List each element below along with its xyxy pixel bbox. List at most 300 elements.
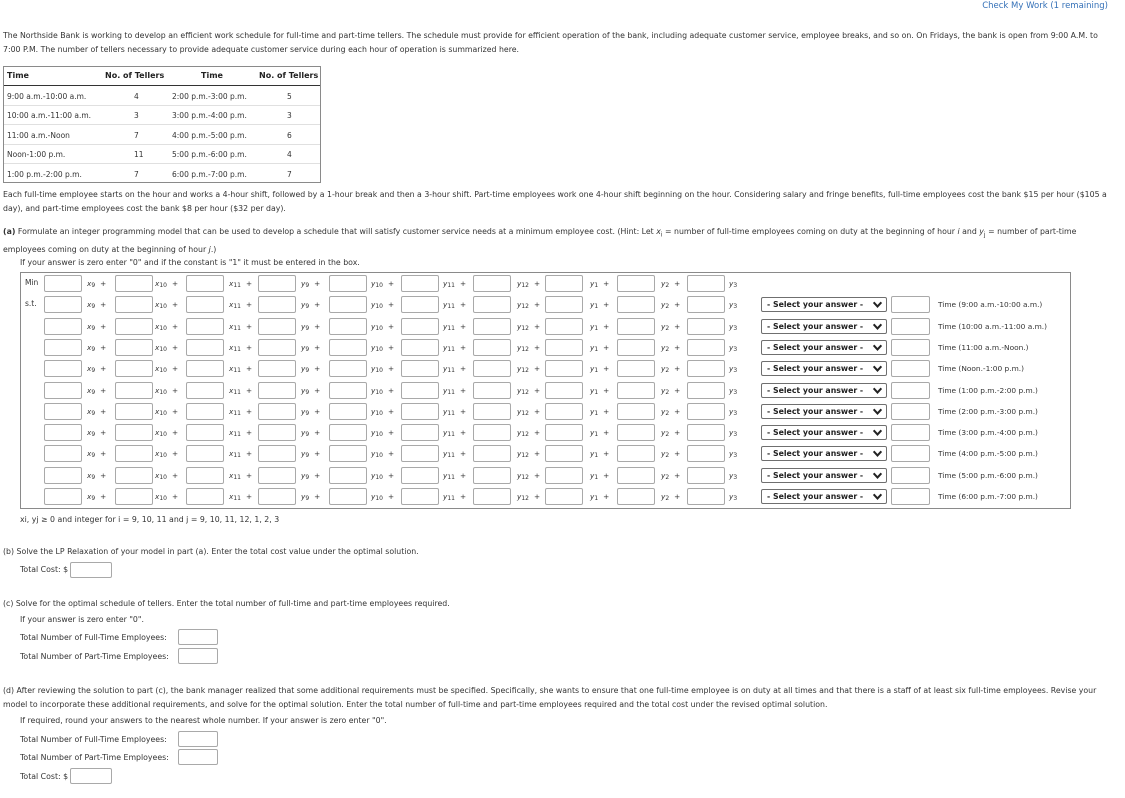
variable-subscript: 2 — [665, 345, 670, 353]
coefficient-input-x11[interactable] — [186, 424, 224, 441]
check-my-work-link[interactable]: Check My Work (1 remaining) — [982, 1, 1108, 11]
coefficient-input-x9[interactable] — [44, 488, 82, 505]
coefficient-input-y10[interactable] — [329, 467, 367, 484]
relation-select-value: - Select your answer - — [767, 300, 864, 310]
variable-base: x — [87, 470, 92, 480]
coefficient-input-y2[interactable] — [617, 488, 655, 505]
coefficient-input-x11[interactable] — [186, 467, 224, 484]
coefficient-input-x10[interactable] — [115, 424, 153, 441]
variable-label-y3 — [729, 279, 737, 289]
variable-base: y — [443, 342, 448, 352]
rhs-input[interactable] — [891, 360, 930, 377]
variable-subscript: 1 — [594, 495, 599, 502]
plus-sign: + — [533, 449, 541, 459]
coefficient-input-y3[interactable] — [687, 424, 725, 441]
variable-subscript: 10 — [159, 324, 167, 332]
relation-select[interactable] — [761, 340, 887, 355]
plus-sign: + — [245, 406, 253, 416]
variable-base: x — [155, 300, 160, 310]
plus-sign: + — [533, 279, 541, 288]
coefficient-input-x9[interactable] — [44, 403, 82, 420]
plus-sign: + — [245, 321, 253, 331]
tellers-row — [4, 106, 320, 125]
coefficient-input-y9[interactable] — [258, 382, 296, 399]
chevron-down-icon — [872, 448, 883, 459]
part-c-text: (c) Solve for the optimal schedule of tellers. Enter the total number of full-time and part-time employees required. — [3, 599, 450, 608]
coefficient-input-y11[interactable] — [401, 275, 439, 292]
variable-base: y — [443, 428, 448, 438]
coefficient-input-y3[interactable] — [687, 488, 725, 505]
variable-base: x — [229, 428, 234, 438]
part-c-part-label: Total Number of Part-Time Employees: — [20, 652, 169, 661]
variable-label-y10 — [371, 343, 394, 353]
variable-base: y — [371, 364, 376, 374]
plus-sign: + — [100, 449, 107, 459]
variable-label-y1 — [590, 279, 609, 289]
variable-label-x11 — [229, 343, 252, 353]
variable-subscript: 11 — [233, 345, 241, 353]
coefficient-input-x9[interactable] — [44, 424, 82, 441]
variable-label-y10 — [371, 386, 394, 396]
rhs-input[interactable] — [891, 403, 930, 420]
coefficient-input-x11[interactable] — [186, 296, 224, 313]
coefficient-input-y2[interactable] — [617, 382, 655, 399]
plus-sign: + — [603, 428, 610, 438]
coefficient-input-y11[interactable] — [401, 467, 439, 484]
coefficient-input-x10[interactable] — [115, 403, 153, 420]
coefficient-input-y10[interactable] — [329, 382, 367, 399]
coefficient-input-y1[interactable] — [545, 296, 583, 313]
c-part-time-input[interactable] — [178, 648, 218, 664]
coefficient-input-y3[interactable] — [687, 339, 725, 356]
coefficient-input-y11[interactable] — [401, 360, 439, 377]
variable-base: y — [729, 449, 734, 459]
coefficient-input-y10[interactable] — [329, 424, 367, 441]
variable-base: x — [229, 385, 234, 395]
plus-sign: + — [459, 428, 467, 438]
variable-label-y3 — [729, 300, 737, 310]
coefficient-input-y2[interactable] — [617, 467, 655, 484]
coefficient-input-x11[interactable] — [186, 382, 224, 399]
coefficient-input-y11[interactable] — [401, 424, 439, 441]
coefficient-input-x10[interactable] — [115, 360, 153, 377]
time-cell: 9:00 a.m.-10:00 a.m. — [7, 92, 87, 101]
coefficient-input-x9[interactable] — [44, 318, 82, 335]
coefficient-input-y11[interactable] — [401, 318, 439, 335]
variable-subscript: 9 — [305, 495, 310, 502]
variable-base: y — [371, 385, 376, 395]
variable-label-x10 — [155, 279, 178, 289]
coefficient-input-y10[interactable] — [329, 488, 367, 505]
variable-subscript: 12 — [521, 409, 529, 417]
coefficient-input-x9[interactable] — [44, 339, 82, 356]
coefficient-input-y3[interactable] — [687, 382, 725, 399]
nonnegativity-constraint: xi, yj ≥ 0 and integer for i = 9, 10, 11 and j = 9, 10, 11, 12, 1, 2, 3 — [20, 515, 280, 524]
variable-label-y10 — [371, 322, 394, 332]
rhs-input[interactable] — [891, 467, 930, 484]
tellers-count-cell: 11 — [134, 150, 144, 160]
relation-select[interactable] — [761, 446, 887, 461]
variable-base: y — [590, 279, 595, 288]
coefficient-input-y10[interactable] — [329, 275, 367, 292]
coefficient-input-y9[interactable] — [258, 360, 296, 377]
tellers-table-header — [4, 67, 320, 86]
variable-label-y2 — [661, 322, 680, 332]
coefficient-input-x11[interactable] — [186, 318, 224, 335]
coefficient-input-y9[interactable] — [258, 339, 296, 356]
coefficient-input-x11[interactable] — [186, 403, 224, 420]
variable-base: y — [590, 342, 595, 352]
variable-base: x — [229, 364, 234, 374]
plus-sign: + — [603, 449, 610, 459]
coefficient-input-y2[interactable] — [617, 360, 655, 377]
d-full-time-input[interactable] — [178, 731, 218, 747]
coefficient-input-y11[interactable] — [401, 403, 439, 420]
variable-subscript: 11 — [447, 282, 455, 289]
variable-label-x9 — [87, 300, 106, 310]
variable-subscript: 2 — [665, 303, 670, 311]
relation-select-value: - Select your answer - — [767, 449, 864, 459]
coefficient-input-y12[interactable] — [473, 339, 511, 356]
coefficient-input-y1[interactable] — [545, 360, 583, 377]
tellers-count-cell: 7 — [287, 169, 292, 179]
coefficient-input-y3[interactable] — [687, 296, 725, 313]
coefficient-input-y11[interactable] — [401, 382, 439, 399]
variable-base: y — [729, 385, 734, 395]
variable-base: y — [661, 470, 666, 480]
constraint-time-label: Time (Noon.-1:00 p.m.) — [938, 364, 1025, 374]
relation-select[interactable] — [761, 361, 887, 376]
relation-select[interactable] — [761, 297, 887, 312]
coefficient-input-y1[interactable] — [545, 382, 583, 399]
plus-sign: + — [245, 492, 253, 501]
coefficient-input-y3[interactable] — [687, 318, 725, 335]
coefficient-input-y9[interactable] — [258, 275, 296, 292]
coefficient-input-y12[interactable] — [473, 296, 511, 313]
coefficient-input-y1[interactable] — [545, 318, 583, 335]
variable-subscript: 9 — [91, 282, 96, 289]
coefficient-input-x11[interactable] — [186, 488, 224, 505]
variable-subscript: 10 — [375, 473, 383, 481]
plus-sign: + — [603, 321, 610, 331]
coefficient-input-x10[interactable] — [115, 296, 153, 313]
variable-subscript: 11 — [447, 473, 455, 481]
variable-label-y11 — [443, 407, 466, 417]
coefficient-input-y1[interactable] — [545, 275, 583, 292]
variable-subscript: 12 — [521, 473, 529, 481]
st-label: s.t. — [25, 299, 37, 309]
variable-subscript: 10 — [159, 345, 167, 353]
variable-label-x11 — [229, 279, 252, 289]
relation-select[interactable] — [761, 404, 887, 419]
plus-sign: + — [100, 428, 107, 438]
variable-subscript: 9 — [91, 367, 96, 375]
coefficient-input-y2[interactable] — [617, 318, 655, 335]
coefficient-input-y9[interactable] — [258, 424, 296, 441]
variable-base: x — [87, 449, 92, 459]
min-label: Min — [25, 278, 39, 287]
coefficient-input-y3[interactable] — [687, 403, 725, 420]
coefficient-input-y2[interactable] — [617, 296, 655, 313]
coefficient-input-y1[interactable] — [545, 467, 583, 484]
variable-subscript: 11 — [447, 303, 455, 311]
plus-sign: + — [459, 406, 467, 416]
variable-subscript: 11 — [447, 409, 455, 417]
constraint-time-label: Time (9:00 a.m.-10:00 a.m.) — [938, 300, 1043, 310]
plus-sign: + — [674, 342, 681, 352]
coefficient-input-y1[interactable] — [545, 488, 583, 505]
variable-label-y3 — [729, 471, 737, 481]
coefficient-input-x10[interactable] — [115, 275, 153, 292]
coefficient-input-y3[interactable] — [687, 467, 725, 484]
variable-label-y11 — [443, 449, 466, 459]
coefficient-input-x11[interactable] — [186, 360, 224, 377]
variable-base: y — [729, 321, 734, 331]
variable-base: y — [729, 428, 734, 438]
variable-label-y2 — [661, 300, 680, 310]
coefficient-input-y10[interactable] — [329, 403, 367, 420]
variable-subscript: 11 — [447, 345, 455, 353]
coefficient-input-x9[interactable] — [44, 445, 82, 462]
variable-subscript: 11 — [233, 495, 241, 502]
coefficient-input-y12[interactable] — [473, 318, 511, 335]
variable-base: y — [517, 428, 522, 438]
lp-total-cost-input[interactable] — [70, 562, 112, 578]
coefficient-input-y12[interactable] — [473, 275, 511, 292]
plus-sign: + — [171, 492, 179, 501]
coefficient-input-y12[interactable] — [473, 488, 511, 505]
coefficient-input-y12[interactable] — [473, 424, 511, 441]
coefficient-input-y1[interactable] — [545, 445, 583, 462]
coefficient-input-y12[interactable] — [473, 467, 511, 484]
variable-subscript: 11 — [233, 367, 241, 375]
variable-subscript: 3 — [733, 495, 738, 502]
coefficient-input-x10[interactable] — [115, 382, 153, 399]
variable-subscript: 10 — [159, 409, 167, 417]
relation-select[interactable] — [761, 383, 887, 398]
variable-subscript: 1 — [594, 345, 599, 353]
coefficient-input-y2[interactable] — [617, 275, 655, 292]
variable-base: y — [443, 406, 448, 416]
coefficient-input-y9[interactable] — [258, 488, 296, 505]
rhs-input[interactable] — [891, 382, 930, 399]
relation-select[interactable] — [761, 489, 887, 504]
coefficient-input-y3[interactable] — [687, 445, 725, 462]
coefficient-input-x10[interactable] — [115, 445, 153, 462]
coefficient-input-y12[interactable] — [473, 403, 511, 420]
plus-sign: + — [314, 492, 321, 501]
chevron-down-icon — [872, 321, 883, 332]
coefficient-input-y9[interactable] — [258, 403, 296, 420]
variable-base: y — [661, 300, 666, 310]
coefficient-input-y10[interactable] — [329, 296, 367, 313]
plus-sign: + — [245, 385, 253, 395]
coefficient-input-y9[interactable] — [258, 445, 296, 462]
variable-label-y1 — [590, 407, 609, 417]
part-c-zero-note: If your answer is zero enter "0". — [20, 615, 144, 624]
variable-label-x9 — [87, 322, 106, 332]
variable-label-x11 — [229, 449, 252, 459]
coefficient-input-x10[interactable] — [115, 339, 153, 356]
variable-base: y — [590, 449, 595, 459]
variable-subscript: 2 — [665, 282, 670, 289]
variable-label-y3 — [729, 322, 737, 332]
coefficient-input-y2[interactable] — [617, 445, 655, 462]
coefficient-input-y10[interactable] — [329, 360, 367, 377]
coefficient-input-y12[interactable] — [473, 445, 511, 462]
coefficient-input-y9[interactable] — [258, 318, 296, 335]
variable-base: y — [301, 385, 306, 395]
plus-sign: + — [314, 385, 321, 395]
variable-label-x11 — [229, 386, 252, 396]
variable-label-y10 — [371, 300, 394, 310]
variable-label-x10 — [155, 364, 178, 374]
coefficient-input-y11[interactable] — [401, 296, 439, 313]
coefficient-input-y2[interactable] — [617, 403, 655, 420]
constraint-time-label: Time (11:00 a.m.-Noon.) — [938, 342, 1029, 352]
part-d-text: (d) After reviewing the solution to part (c), the bank manager realized that some additional requirements must be specified. Specifically, she wants to ensure that one full-time employee is on duty at all times and that there is a staff of at least six full-time employees. Revise your model to incorporate these additional requirements, and solve for the optimal solution. Enter the total number of full-time and part-time employees required and the total cost under the revised optimal solution. — [3, 686, 1097, 709]
variable-label-y1 — [590, 492, 609, 502]
variable-subscript: 10 — [159, 367, 167, 375]
plus-sign: + — [387, 428, 395, 438]
coefficient-input-y9[interactable] — [258, 296, 296, 313]
coefficient-input-x9[interactable] — [44, 275, 82, 292]
variable-base: y — [729, 364, 734, 374]
coefficient-input-x9[interactable] — [44, 360, 82, 377]
variable-subscript: 3 — [733, 388, 738, 396]
rhs-input[interactable] — [891, 424, 930, 441]
coefficient-input-x9[interactable] — [44, 296, 82, 313]
plus-sign: + — [171, 470, 179, 480]
variable-base: y — [301, 321, 306, 331]
rhs-input[interactable] — [891, 488, 930, 505]
plus-sign: + — [100, 300, 107, 310]
variable-subscript: 9 — [91, 495, 96, 502]
coefficient-input-y10[interactable] — [329, 445, 367, 462]
variable-label-x9 — [87, 364, 106, 374]
variable-subscript: 1 — [594, 452, 599, 460]
coefficient-input-x11[interactable] — [186, 445, 224, 462]
c-full-time-input[interactable] — [178, 629, 218, 645]
d-total-cost-input[interactable] — [70, 768, 112, 784]
coefficient-input-y12[interactable] — [473, 360, 511, 377]
coefficient-input-x10[interactable] — [115, 467, 153, 484]
variable-label-y10 — [371, 471, 394, 481]
variable-label-y10 — [371, 407, 394, 417]
variable-label-y9 — [301, 449, 320, 459]
coefficient-input-y3[interactable] — [687, 275, 725, 292]
coefficient-input-y11[interactable] — [401, 488, 439, 505]
plus-sign: + — [171, 428, 179, 438]
coefficient-input-y12[interactable] — [473, 382, 511, 399]
variable-label-y1 — [590, 449, 609, 459]
constraint-row — [21, 294, 1070, 315]
tellers-count-cell: 7 — [134, 169, 139, 179]
coefficient-input-y2[interactable] — [617, 424, 655, 441]
tellers-row — [4, 87, 320, 106]
d-part-time-input[interactable] — [178, 749, 218, 765]
coefficient-input-x10[interactable] — [115, 488, 153, 505]
variable-subscript: 10 — [159, 473, 167, 481]
variable-base: y — [729, 300, 734, 310]
coefficient-input-y11[interactable] — [401, 339, 439, 356]
variable-subscript: 3 — [733, 452, 738, 460]
variable-subscript: 1 — [594, 431, 599, 439]
coefficient-input-y3[interactable] — [687, 360, 725, 377]
rhs-input[interactable] — [891, 445, 930, 462]
plus-sign: + — [459, 364, 467, 374]
coefficient-input-x9[interactable] — [44, 467, 82, 484]
variable-base: x — [155, 470, 160, 480]
time-cell: 2:00 p.m.-3:00 p.m. — [172, 92, 247, 101]
coefficient-input-y11[interactable] — [401, 445, 439, 462]
chevron-down-icon — [872, 427, 883, 438]
variable-base: y — [517, 449, 522, 459]
relation-select[interactable] — [761, 425, 887, 440]
variable-base: x — [87, 406, 92, 416]
rhs-input[interactable] — [891, 296, 930, 313]
variable-subscript: 11 — [233, 303, 241, 311]
plus-sign: + — [459, 279, 467, 288]
part-b-cost-label: Total Cost: $ — [20, 565, 69, 574]
variable-label-y2 — [661, 492, 680, 502]
plus-sign: + — [533, 428, 541, 438]
tellers-count-cell: 4 — [134, 92, 139, 101]
variable-subscript: 2 — [665, 388, 670, 396]
plus-sign: + — [603, 492, 610, 501]
header-tellers-2: No. of Tellers — [259, 71, 319, 80]
variable-subscript: 1 — [594, 303, 599, 311]
part-d-round-note: If required, round your answers to the nearest whole number. If your answer is zero enter "0". — [20, 716, 387, 725]
plus-sign: + — [674, 470, 681, 480]
variable-subscript: 9 — [91, 324, 96, 332]
relation-select[interactable] — [761, 468, 887, 483]
variable-label-y10 — [371, 492, 394, 502]
coefficient-input-y1[interactable] — [545, 339, 583, 356]
coefficient-input-x10[interactable] — [115, 318, 153, 335]
plus-sign: + — [171, 279, 179, 288]
coefficient-input-x11[interactable] — [186, 275, 224, 292]
variable-subscript: 2 — [665, 431, 670, 439]
variable-label-x9 — [87, 449, 106, 459]
variable-label-x9 — [87, 386, 106, 396]
rhs-input[interactable] — [891, 339, 930, 356]
variable-subscript: 12 — [521, 282, 529, 289]
plus-sign: + — [100, 385, 107, 395]
variable-subscript: 12 — [521, 495, 529, 502]
part-a-sub-i: i — [660, 231, 663, 239]
coefficient-input-y1[interactable] — [545, 424, 583, 441]
variable-subscript: 9 — [91, 303, 96, 311]
variable-subscript: 11 — [233, 431, 241, 439]
coefficient-input-x9[interactable] — [44, 382, 82, 399]
coefficient-input-y1[interactable] — [545, 403, 583, 420]
coefficient-input-y10[interactable] — [329, 318, 367, 335]
coefficient-input-y9[interactable] — [258, 467, 296, 484]
coefficient-input-y2[interactable] — [617, 339, 655, 356]
plus-sign: + — [245, 364, 253, 374]
relation-select[interactable] — [761, 319, 887, 334]
coefficient-input-y10[interactable] — [329, 339, 367, 356]
chevron-down-icon — [872, 385, 883, 396]
rhs-input[interactable] — [891, 318, 930, 335]
variable-subscript: 9 — [91, 345, 96, 353]
variable-base: y — [661, 279, 666, 288]
coefficient-input-x11[interactable] — [186, 339, 224, 356]
variable-subscript: 9 — [305, 431, 310, 439]
plus-sign: + — [387, 406, 395, 416]
constraint-time-label: Time (6:00 p.m.-7:00 p.m.) — [938, 492, 1038, 501]
